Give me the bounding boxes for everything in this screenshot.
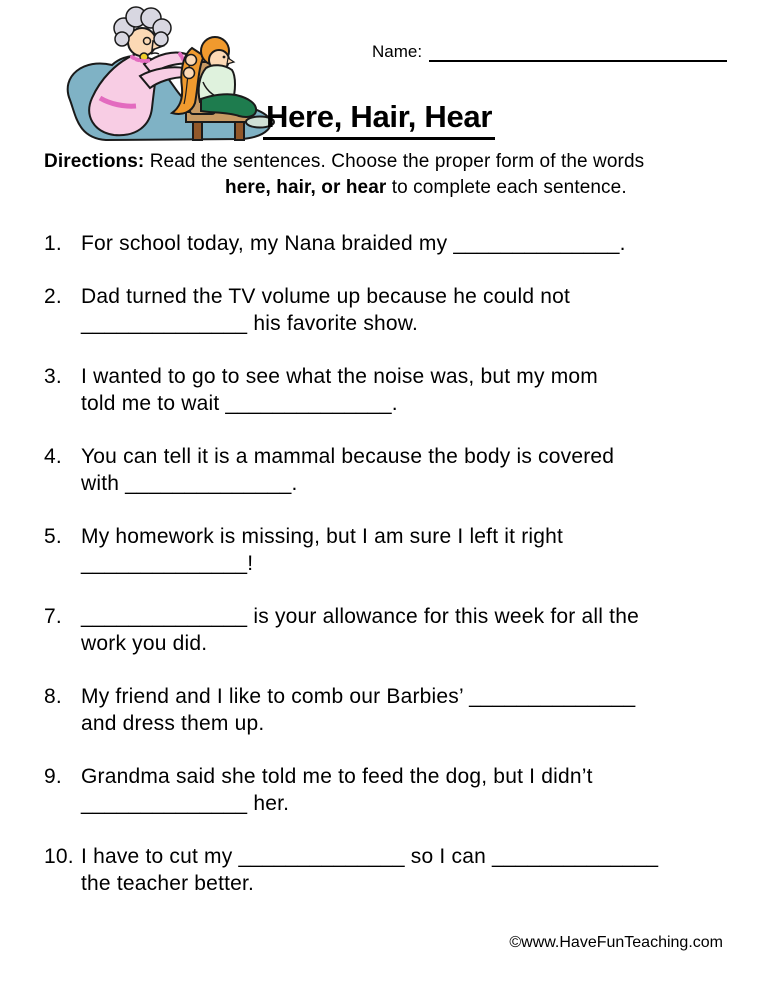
- title-wrap: [263, 99, 495, 140]
- question-line: ______________ is your allowance for this week for all the: [81, 605, 639, 628]
- directions-keywords: here, hair, or hear: [225, 177, 387, 198]
- girl-eye: [223, 56, 226, 59]
- question-text: [81, 683, 736, 737]
- directions-text-2: to complete each sentence.: [386, 177, 627, 198]
- name-label: Name:: [372, 42, 423, 61]
- question-number: 9.: [44, 765, 62, 788]
- question-text: [81, 230, 736, 257]
- question-number: 1.: [44, 232, 62, 255]
- question-line: I wanted to go to see what the noise was, but my mom: [81, 365, 598, 388]
- question-4: [44, 443, 736, 497]
- directions-line-1: [44, 149, 644, 175]
- question-9: [44, 763, 736, 817]
- question-line: ______________!: [81, 552, 254, 575]
- question-line: I have to cut my ______________ so I can ______________: [81, 845, 659, 868]
- directions-line-2: [225, 175, 644, 201]
- chair-leg-right: [235, 122, 244, 140]
- name-field: [372, 38, 727, 62]
- question-line: Dad turned the TV volume up because he could not: [81, 285, 571, 308]
- question-text: [81, 603, 736, 657]
- question-text: [81, 283, 736, 337]
- question-number: 7.: [44, 605, 62, 628]
- question-text: [81, 363, 736, 417]
- page-title: Here, Hair, Hear: [263, 99, 495, 140]
- name-blank-line: [429, 40, 727, 62]
- question-2: [44, 283, 736, 337]
- grandma-braiding-hair-illustration: [40, 4, 282, 144]
- question-line: Grandma said she told me to feed the dog, but I didn’t: [81, 765, 593, 788]
- question-line: work you did.: [81, 632, 208, 655]
- question-list: [44, 230, 736, 923]
- directions-label: Directions:: [44, 151, 145, 172]
- question-7: [44, 603, 736, 657]
- question-text: [81, 443, 736, 497]
- grandma-mouth: [151, 53, 159, 54]
- question-number: 10.: [44, 845, 74, 868]
- question-line: and dress them up.: [81, 712, 265, 735]
- grandma-hand-lower: [184, 68, 195, 79]
- question-line: with ______________.: [81, 472, 298, 495]
- question-text: [81, 843, 736, 897]
- question-1: [44, 230, 736, 257]
- question-line: For school today, my Nana braided my ______________.: [81, 232, 626, 255]
- question-number: 2.: [44, 285, 62, 308]
- question-text: [81, 523, 736, 577]
- question-5: [44, 523, 736, 577]
- question-8: [44, 683, 736, 737]
- question-number: 5.: [44, 525, 62, 548]
- chair-leg-left: [193, 122, 202, 140]
- question-10: [44, 843, 736, 897]
- copyright-footer: ©www.HaveFunTeaching.com: [509, 934, 723, 951]
- question-line: ______________ her.: [81, 792, 290, 815]
- question-3: [44, 363, 736, 417]
- question-line: the teacher better.: [81, 872, 255, 895]
- directions-text-1: Read the sentences. Choose the proper form of the words: [144, 151, 645, 172]
- question-number: 8.: [44, 685, 62, 708]
- directions: [44, 149, 644, 201]
- question-number: 3.: [44, 365, 62, 388]
- question-line: told me to wait ______________.: [81, 392, 398, 415]
- question-line: ______________ his favorite show.: [81, 312, 419, 335]
- question-line: You can tell it is a mammal because the body is covered: [81, 445, 615, 468]
- grandma-hand-upper: [186, 55, 197, 66]
- question-number: 4.: [44, 445, 62, 468]
- question-line: My homework is missing, but I am sure I left it right: [81, 525, 564, 548]
- girl-nose: [227, 58, 234, 64]
- question-text: [81, 763, 736, 817]
- question-line: My friend and I like to comb our Barbies’ ______________: [81, 685, 636, 708]
